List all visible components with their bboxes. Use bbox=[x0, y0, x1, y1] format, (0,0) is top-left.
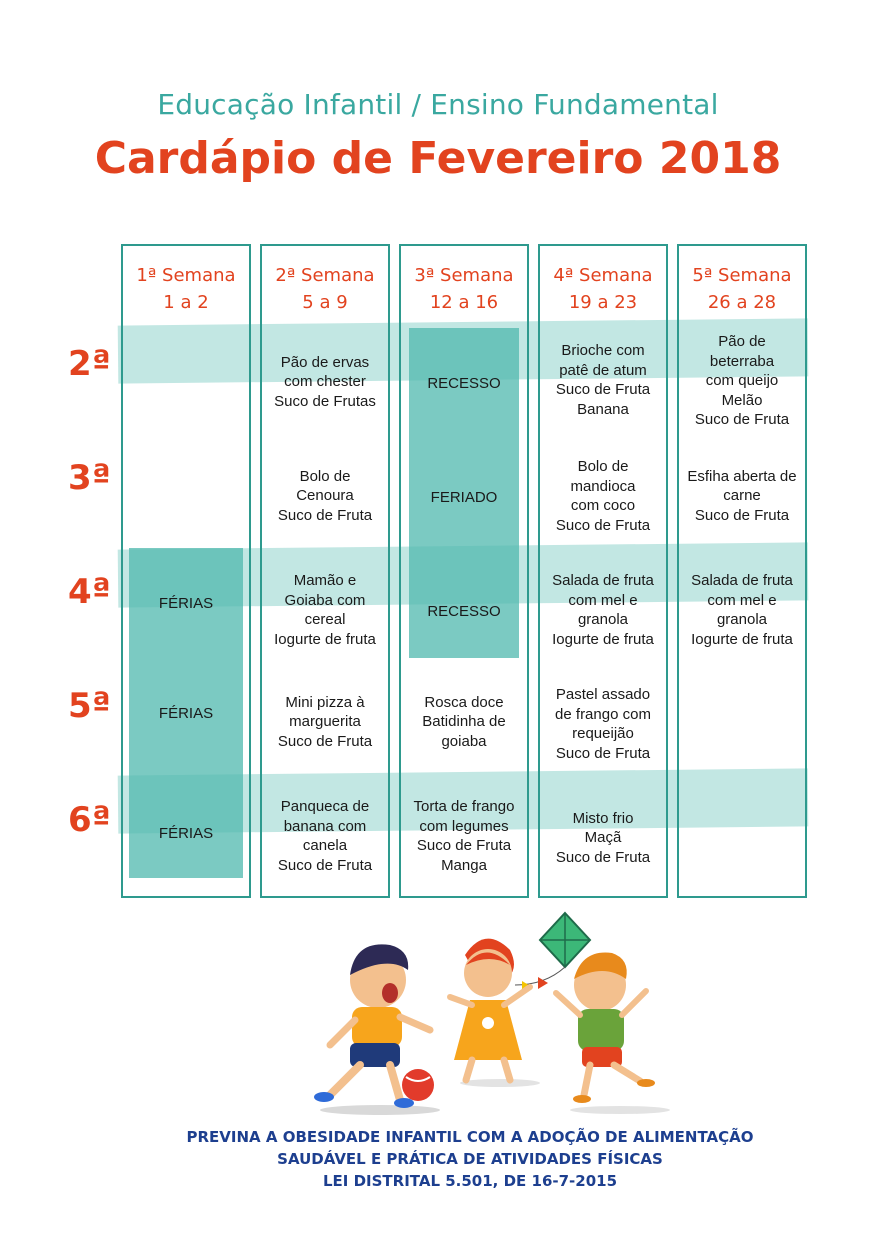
menu-cell: Bolo de mandioca com coco Suco de Fruta bbox=[555, 458, 651, 534]
week-5-label: 5ª Semana bbox=[692, 265, 792, 286]
menu-cell: FÉRIAS bbox=[158, 825, 214, 843]
day-label-quarta: 4ª bbox=[68, 572, 111, 612]
menu-cell: RECESSO bbox=[427, 603, 501, 621]
week-1-range: 1 a 2 bbox=[163, 292, 209, 313]
day-label-sexta: 6ª bbox=[68, 800, 111, 840]
menu-cell bbox=[123, 332, 249, 436]
menu-cell: Pastel assado de frango com requeijão Suco de Fruta bbox=[555, 686, 651, 762]
menu-cell: Pão de beterraba com queijo Melão Suco de Fruta bbox=[694, 333, 790, 429]
page-title: Cardápio de Fevereiro 2018 bbox=[94, 133, 782, 184]
menu-cell: Mini pizza à marguerita Suco de Fruta bbox=[277, 693, 373, 750]
menu-cell: FÉRIAS bbox=[158, 705, 214, 723]
menu-cell: Brioche com patê de atum Suco de Fruta Banana bbox=[555, 342, 651, 418]
week-2-label: 2ª Semana bbox=[275, 265, 375, 286]
footer-line-1: PREVINA A OBESIDADE INFANTIL COM A ADOÇÃO DE ALIMENTAÇÃO bbox=[186, 1128, 754, 1146]
week-2-header bbox=[262, 262, 388, 316]
day-label-segunda: 2ª bbox=[68, 344, 111, 384]
week-column-2 bbox=[260, 244, 390, 898]
week-2-range: 5 a 9 bbox=[302, 292, 348, 313]
menu-cell: Bolo de Cenoura Suco de Fruta bbox=[277, 467, 373, 524]
menu-cell: Pão de ervas com chester Suco de Frutas bbox=[274, 353, 376, 410]
menu-cell: RECESSO bbox=[427, 375, 501, 393]
footer-message bbox=[150, 1126, 790, 1192]
week-5-range: 26 a 28 bbox=[707, 292, 777, 313]
menu-cell: Esfiha aberta de carne Suco de Fruta bbox=[687, 467, 797, 524]
menu-cell: Misto frio Maçã Suco de Fruta bbox=[555, 809, 651, 866]
day-label-terca: 3ª bbox=[68, 458, 111, 498]
week-4-label: 4ª Semana bbox=[553, 265, 653, 286]
menu-cell: Mamão e Goiaba com cereal Iogurte de fruta bbox=[274, 572, 376, 648]
menu-cell: FERIADO bbox=[430, 489, 498, 507]
week-4-range: 19 a 23 bbox=[568, 292, 638, 313]
menu-cell: Rosca doce Batidinha de goiaba bbox=[422, 693, 506, 750]
footer-line-3: LEI DISTRITAL 5.501, DE 16-7-2015 bbox=[322, 1172, 618, 1190]
week-3-label: 3ª Semana bbox=[414, 265, 514, 286]
week-3-header bbox=[401, 262, 527, 316]
day-label-quinta: 5ª bbox=[68, 686, 111, 726]
menu-cell: Salada de fruta com mel e granola Iogurte de fruta bbox=[552, 572, 654, 648]
menu-cell bbox=[679, 672, 805, 776]
week-column-5 bbox=[677, 244, 807, 898]
week-1-label: 1ª Semana bbox=[136, 265, 236, 286]
menu-cell: FÉRIAS bbox=[158, 595, 214, 613]
girl-icon bbox=[450, 939, 530, 1080]
children-illustration bbox=[290, 905, 670, 1120]
footer-line-2: SAUDÁVEL E PRÁTICA DE ATIVIDADES FÍSICAS bbox=[277, 1150, 663, 1168]
week-column-4 bbox=[538, 244, 668, 898]
menu-cell: Salada de fruta com mel e granola Iogurte de fruta bbox=[691, 572, 793, 648]
week-1-header bbox=[123, 262, 249, 316]
boy-jumping-icon bbox=[556, 953, 655, 1103]
week-4-header bbox=[540, 262, 666, 316]
menu-cell: Torta de frango com legumes Suco de Fruta Manga bbox=[413, 798, 515, 874]
menu-cell bbox=[123, 446, 249, 550]
menu-cell: Panqueca de banana com canela Suco de Fruta bbox=[277, 798, 373, 874]
ball-icon bbox=[402, 1069, 434, 1101]
page-subtitle: Educação Infantil / Ensino Fundamental bbox=[157, 88, 719, 121]
menu-cell bbox=[679, 786, 805, 890]
week-5-header bbox=[679, 262, 805, 316]
week-column-1 bbox=[121, 244, 251, 898]
week-3-range: 12 a 16 bbox=[429, 292, 499, 313]
week-column-3 bbox=[399, 244, 529, 898]
